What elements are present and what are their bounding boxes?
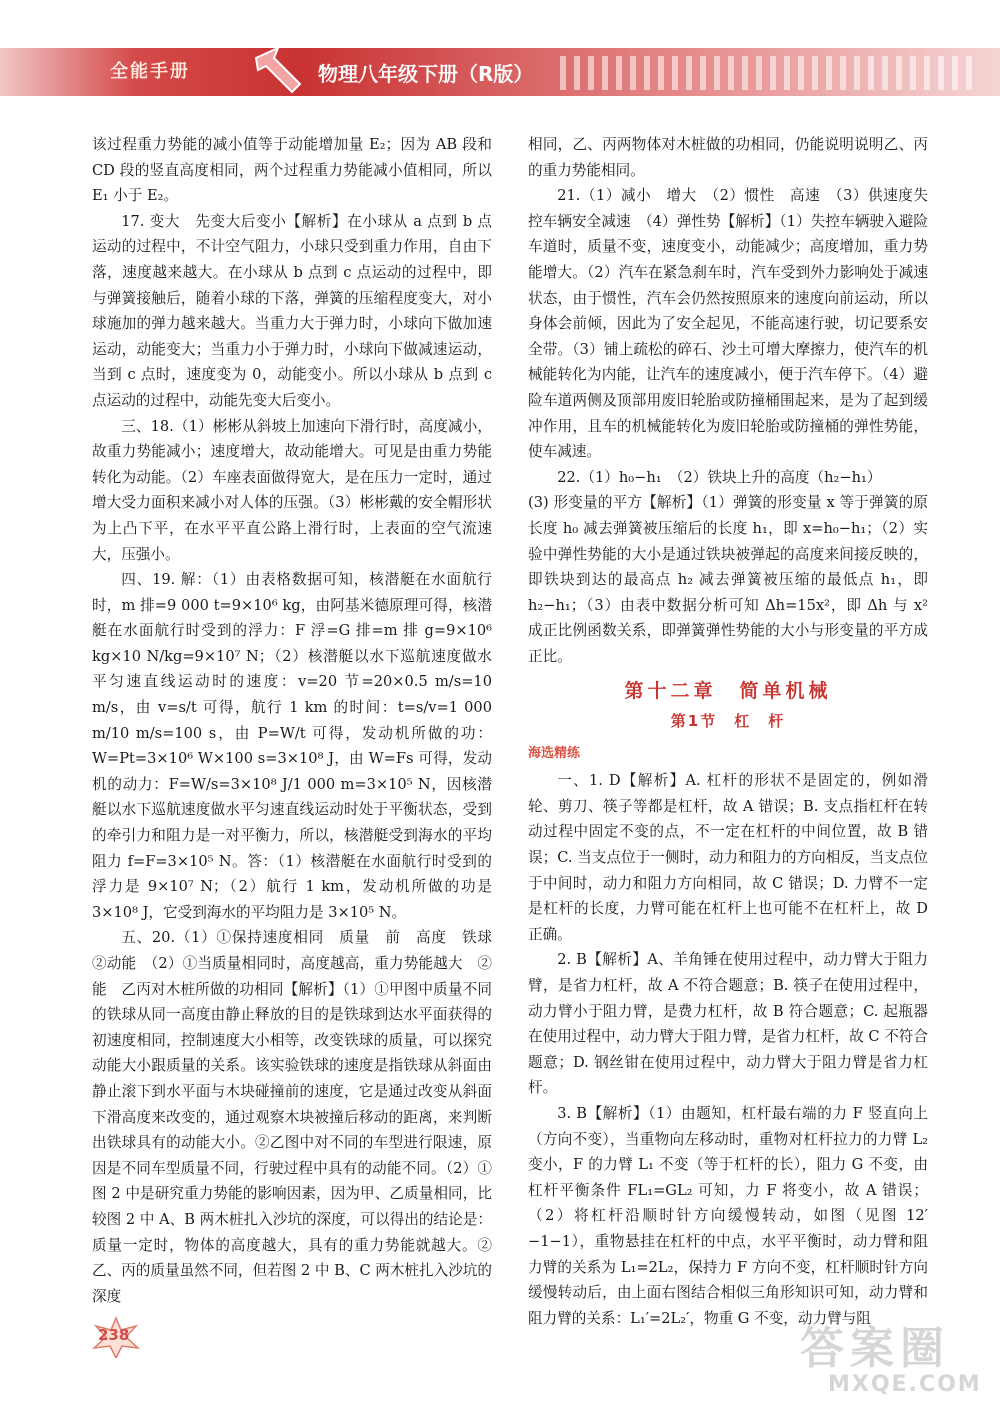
paragraph: 一、1. D【解析】A. 杠杆的形状不是固定的，例如滑轮、剪刀、筷子等都是杠杆，故 A 错误；B. 支点指杠杆在转动过程中固定不变的点，不一定在杠杆的中间位置，故 B 错误；C. 当支点位于一侧时，动力和阻力的方向相反，当支点位于中间时，动力和阻力方向相同，故 C 错误；D. 力臂不一定是杠杆的长度，力臂可能在杠杆上也可能不在杠杆上，故 D 正确。	[528, 772, 928, 943]
paragraph: 相同，乙、丙两物体对木桩做的功相同，仍能说明说明乙、丙的重力势能相同。	[528, 136, 928, 179]
paragraph: 2. B【解析】A、羊角锤在使用过程中，动力臂大于阻力臂，是省力杠杆，故 A 不符合题意；B. 筷子在使用过程中，动力臂小于阻力臂，是费力杠杆，故 B 符合题意；C. 起瓶器在使用过程中，动力臂大于阻力臂，是省力杠杆，故 C 不符合题意；D. 钢丝钳在使用过程中，动力臂大于阻力臂是省力杠杆。	[528, 951, 928, 1097]
paragraph: 3. B【解析】（1）由题知，杠杆最右端的力 F 竖直向上（方向不变），当重物向左移动时，重物对杠杆拉力的力臂 L₂ 变小，F 的力臂 L₁ 不变（等于杠杆的长），阻力 G 不变，由杠杆平衡条件 FL₁=GL₂ 可知，力 F 将变小，故 A 错误；（2）将杠杆沿顺时针方向缓慢转动，如图（见图 12′−1−1），重物悬挂在杠杆的中点，水平平衡时，动力臂和阻力臂的关系为 L₁=2L₂，保持力 F 方向不变，杠杆顺时针方向缓慢转动后，由上面右图结合相似三角形知识可知，动力臂和阻力臂的关系：L₁′=2L₂′，物重 G 不变，动力臂与阻	[528, 1104, 928, 1327]
header-series-label: 全能手册	[110, 61, 190, 82]
paragraph: (3) 形变量的平方【解析】（1）弹簧的形变量 x 等于弹簧的原长度 h₀ 减去弹簧被压缩后的长度 h₁，即 x=h₀−h₁；（2）实验中弹性势能的大小是通过铁块被弹起的高度来间接反映的，即铁块到达的最高点 h₂ 减去弹簧被压缩的最低点 h₁，即 h₂−h₁；（3）由表中数据分析可知 Δh=15x²，即 Δh 与 x² 成正比例函数关系，即弹簧弹性势能的大小与形变量的平方成正比。	[528, 494, 928, 665]
section-title: 第1节 杠 杆	[670, 712, 786, 731]
paragraph: 三、18.（1）彬彬从斜坡上加速向下滑行时，高度减小，故重力势能减小；速度增大，故动能增大。可见是由重力势能转化为动能。（2）车座表面做得宽大，是在压力一定时，通过增大受力面积来减小对人体的压强。（3）彬彬戴的安全帽形状为上凸下平，在水平平直公路上滑行时，上表面的空气流速大，压强小。	[92, 417, 492, 563]
page-header	[0, 40, 1000, 104]
page-number: 238	[98, 1326, 130, 1344]
paragraph: 该过程重力势能的减小值等于动能增加量 E₂；因为 AB 段和 CD 段的竖直高度相同，两个过程重力势能减小值相同，所以 E₁ 小于 E₂。	[92, 136, 492, 205]
exercise-tag: 海选精练	[528, 745, 581, 761]
paragraph: 17. 变大 先变大后变小【解析】在小球从 a 点到 b 点运动的过程中，不计空气阻力，小球只受到重力作用，自由下落，速度越来越大。在小球从 b 点到 c 点运动的过程中，即与弹簧接触后，随着小球的下落，弹簧的压缩程度变大，对小球施加的弹力越来越大。当重力大于弹力时，小球向下做加速运动，动能变大；当重力小于弹力时，小球向下做减速运动，当到 c 点时，速度变为 0，动能变小。所以小球从 b 点到 c 点运动的过程中，动能先变大后变小。	[92, 212, 492, 409]
chapter-title: 第十二章 简单机械	[624, 680, 832, 703]
watermark-logo: 答案圈	[800, 1323, 950, 1374]
book-title: 物理八年级下册（R版）	[318, 62, 534, 86]
paragraph: 五、20.（1）①保持速度相同 质量 前 高度 铁球 ②动能 （2）①当质量相同时，高度越高，重力势能越大 ②能 乙丙对木桩所做的功相同【解析】（1）①甲图中质量不同的铁球从同一高度由静止释放的目的是铁球到达水平面获得的初速度相同，控制速度大小相等，改变铁球的质量，可以探究动能大小跟质量的关系。该实验铁球的速度是指铁球从斜面由静止滚下到水平面与木块碰撞前的速度，它是通过改变从斜面下滑高度来改变的，通过观察木块被撞后移动的距离，来判断出铁球具有的动能大小。②乙图中对不同的车型进行限速，原因是不同车型质量不同，行驶过程中具有的动能不同。（2）①图 2 中是研究重力势能的影响因素，因为甲、乙质量相同，比较图 2 中 A、B 两木桩扎入沙坑的深度，可以得出的结论是：质量一定时，物体的高度越大，具有的重力势能就越大。②乙、丙的质量虽然不同，但若图 2 中 B、C 两木桩扎入沙坑的深度	[92, 929, 507, 1305]
left-column	[92, 132, 507, 1309]
arrow-icon	[248, 44, 308, 100]
paragraph: 22.（1）h₀−h₁ （2）铁块上升的高度（h₂−h₁）	[557, 468, 882, 486]
paragraph: 21.（1）减小 增大 （2）惯性 高速 （3）供速度失控车辆安全减速 （4）弹性势【解析】（1）失控车辆驶入避险车道时，质量不变，速度变小，动能减少；高度增加，重力势能增大。（2）汽车在紧急刹车时，汽车受到外力影响处于减速状态，由于惯性，汽车会仍然按照原来的速度向前运动，所以身体会前倾，因此为了安全起见，不能高速行驶，切记要系安全带。（3）铺上疏松的碎石、沙土可增大摩擦力，使汽车的机械能转化为内能，让汽车的速度减小，便于汽车停下。（4）避险车道两侧及顶部用废旧轮胎或防撞桶围起来，是为了起到缓冲作用，且车的机械能转化为废旧轮胎或防撞桶的弹性势能，使车减速。	[528, 187, 928, 461]
right-column	[528, 132, 928, 1331]
header-decoration	[560, 56, 980, 90]
paragraph: 四、19. 解：（1）由表格数据可知，核潜艇在水面航行时，m 排=9 000 t=9×10⁶ kg，由阿基米德原理可得，核潜艇在水面航行时受到的浮力：F 浮=G 排=m 排 g=9×10⁶ kg×10 N/kg=9×10⁷ N；（2）核潜艇以水下巡航速度做水平匀速直线运动时的速度：v=20 节=20×0.5 m/s=10 m/s，由 v=s/t 可得，航行 1 km 的时间：t=s/v=1 000 m/10 m/s=100 s，由 P=W/t 可得，发动机所做的功：W=Pt=3×10⁶ W×100 s=3×10⁸ J，由 W=Fs 可得，发动机的动力：F=W/s=3×10⁸ J/1 000 m=3×10⁵ N，因核潜艇以水下巡航速度做水平匀速直线运动时处于平衡状态，受到的牵引力和阻力是一对平衡力，所以，核潜艇受到海水的平均阻力 f=F=3×10⁵ N。答：（1）核潜艇在水面航行时受到的浮力是 9×10⁷ N；（2）航行 1 km，发动机所做的功是 3×10⁸ J，它受到海水的平均阻力是 3×10⁵ N。	[92, 571, 492, 921]
watermark-url: MXQE.COM	[828, 1372, 982, 1397]
